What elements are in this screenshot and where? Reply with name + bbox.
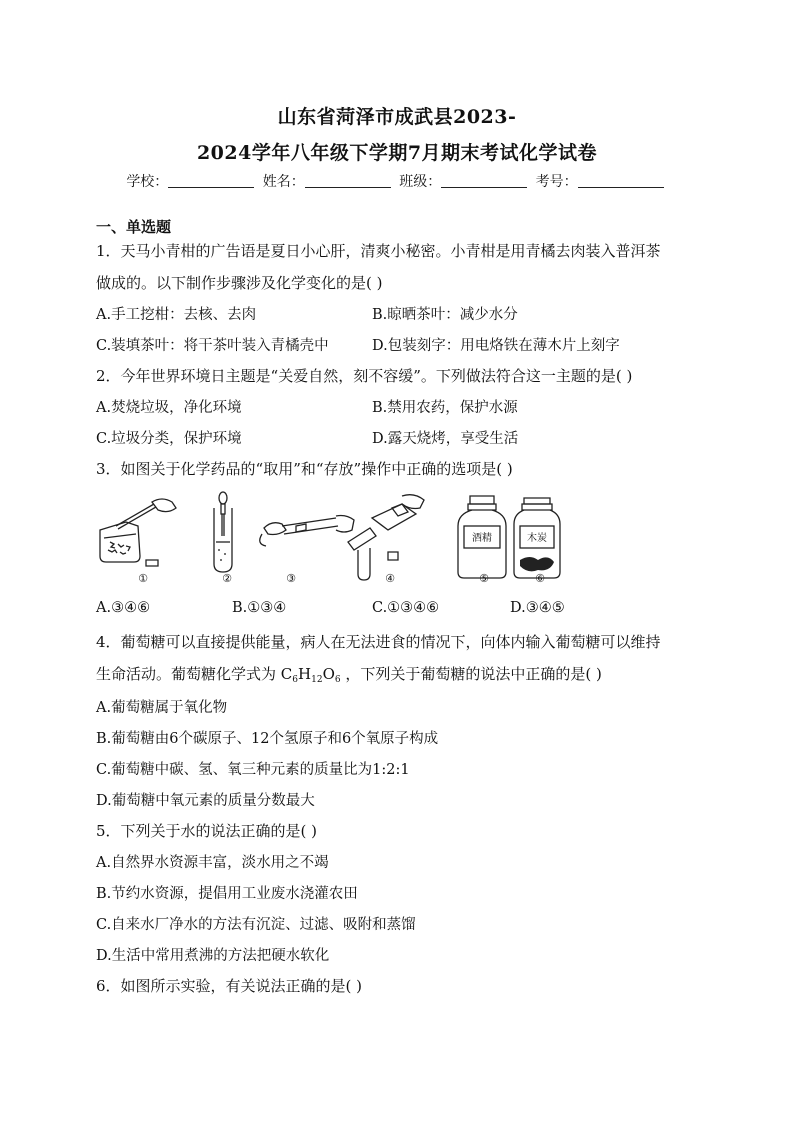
q6-stem: 6．如图所示实验，有关说法正确的是( ) bbox=[96, 977, 363, 995]
bottle-6-label: 木炭 bbox=[527, 533, 547, 544]
operation-4-drawing bbox=[348, 495, 424, 580]
q3-option-d[interactable]: D.③④⑤ bbox=[510, 600, 565, 616]
figure-label-6: ⑥ bbox=[535, 572, 545, 585]
q2-stem: 2．今年世界环境日主题是“关爱自然，刻不容缓”。下列做法符合这一主题的是( ) bbox=[96, 367, 633, 385]
figure-label-3: ③ bbox=[286, 572, 296, 585]
q4-stem-post: ，下列关于葡萄糖的说法中正确的是( ) bbox=[345, 665, 602, 683]
q2-option-a[interactable]: A.焚烧垃圾，净化环境 bbox=[96, 400, 242, 416]
operation-2-drawing bbox=[214, 492, 232, 572]
q4-option-a[interactable]: A.葡萄糖属于氧化物 bbox=[96, 700, 228, 716]
q1-option-c[interactable]: C.装填茶叶：将干茶叶装入青橘壳中 bbox=[96, 338, 329, 354]
exam-title-line1: 山东省菏泽市成武县2023- bbox=[277, 106, 517, 128]
q5-option-c[interactable]: C.自来水厂净水的方法有沉淀、过滤、吸附和蒸馏 bbox=[96, 917, 416, 933]
figure-label-2: ② bbox=[222, 572, 232, 585]
figure-label-5: ⑤ bbox=[479, 572, 489, 585]
q1-stem-line2: 做成的。以下制作步骤涉及化学变化的是( ) bbox=[96, 274, 383, 292]
figure-label-4: ④ bbox=[385, 572, 395, 585]
operation-1-drawing bbox=[100, 499, 176, 566]
q3-option-a[interactable]: A.③④⑥ bbox=[96, 600, 151, 616]
figure-label-1: ① bbox=[138, 572, 148, 585]
q4-stem-pre: 生命活动。葡萄糖化学式为 bbox=[96, 665, 277, 683]
bottle-5-label: 酒精 bbox=[472, 533, 492, 544]
q4-stem-line1: 4．葡萄糖可以直接提供能量，病人在无法进食的情况下，向体内输入葡萄糖可以维持 bbox=[96, 633, 661, 651]
q3-option-b[interactable]: B.①③④ bbox=[232, 600, 287, 616]
q3-option-c[interactable]: C.①③④⑥ bbox=[372, 600, 440, 616]
school-label: 学校： bbox=[126, 174, 169, 190]
q5-option-a[interactable]: A.自然界水资源丰富，淡水用之不竭 bbox=[96, 855, 329, 871]
glucose-formula: $C_6H_{12}O_6$ bbox=[280, 665, 341, 685]
q4-option-d[interactable]: D.葡萄糖中氧元素的质量分数最大 bbox=[96, 793, 315, 809]
operation-3-drawing bbox=[260, 516, 354, 547]
student-info-row bbox=[0, 171, 794, 191]
q2-option-c[interactable]: C.垃圾分类，保护环境 bbox=[96, 431, 242, 447]
section-title: 一、单选题 bbox=[96, 218, 172, 236]
exam-number-label: 考号： bbox=[535, 174, 578, 190]
q2-option-d[interactable]: D.露天烧烤，享受生活 bbox=[372, 431, 519, 447]
q4-option-b[interactable]: B.葡萄糖由6个碳原子、12个氢原子和6个氧原子构成 bbox=[96, 731, 439, 747]
q1-option-b[interactable]: B.晾晒茶叶：减少水分 bbox=[372, 307, 518, 323]
q1-option-d[interactable]: D.包装刻字：用电烙铁在薄木片上刻字 bbox=[372, 338, 620, 354]
q1-stem-line1: 1．天马小青柑的广告语是夏日小心肝，清爽小秘密。小青柑是用青橘去肉装入普洱茶 bbox=[96, 242, 661, 260]
q4-stem-line2 bbox=[96, 663, 602, 685]
q3-stem: 3．如图关于化学药品的“取用”和“存放”操作中正确的选项是( ) bbox=[96, 460, 513, 478]
q5-option-b[interactable]: B.节约水资源，提倡用工业废水浇灌农田 bbox=[96, 886, 358, 902]
lab-operations-drawing bbox=[96, 490, 566, 586]
q5-stem: 5．下列关于水的说法正确的是( ) bbox=[96, 822, 318, 840]
class-label: 班级： bbox=[399, 174, 442, 190]
name-blank[interactable] bbox=[305, 173, 391, 188]
school-blank[interactable] bbox=[168, 173, 254, 188]
q4-option-c[interactable]: C.葡萄糖中碳、氢、氧三种元素的质量比为1:2:1 bbox=[96, 762, 410, 778]
q5-option-d[interactable]: D.生活中常用煮沸的方法把硬水软化 bbox=[96, 948, 330, 964]
exam-title-line2: 2024学年八年级下学期7月期末考试化学试卷 bbox=[196, 142, 598, 164]
q3-lab-figure bbox=[96, 490, 566, 586]
name-label: 姓名： bbox=[262, 174, 305, 190]
q1-option-a[interactable]: A.手工挖柑：去核、去肉 bbox=[96, 307, 257, 323]
q2-option-b[interactable]: B.禁用农药，保护水源 bbox=[372, 400, 518, 416]
class-blank[interactable] bbox=[441, 173, 527, 188]
exam-number-blank[interactable] bbox=[578, 173, 664, 188]
